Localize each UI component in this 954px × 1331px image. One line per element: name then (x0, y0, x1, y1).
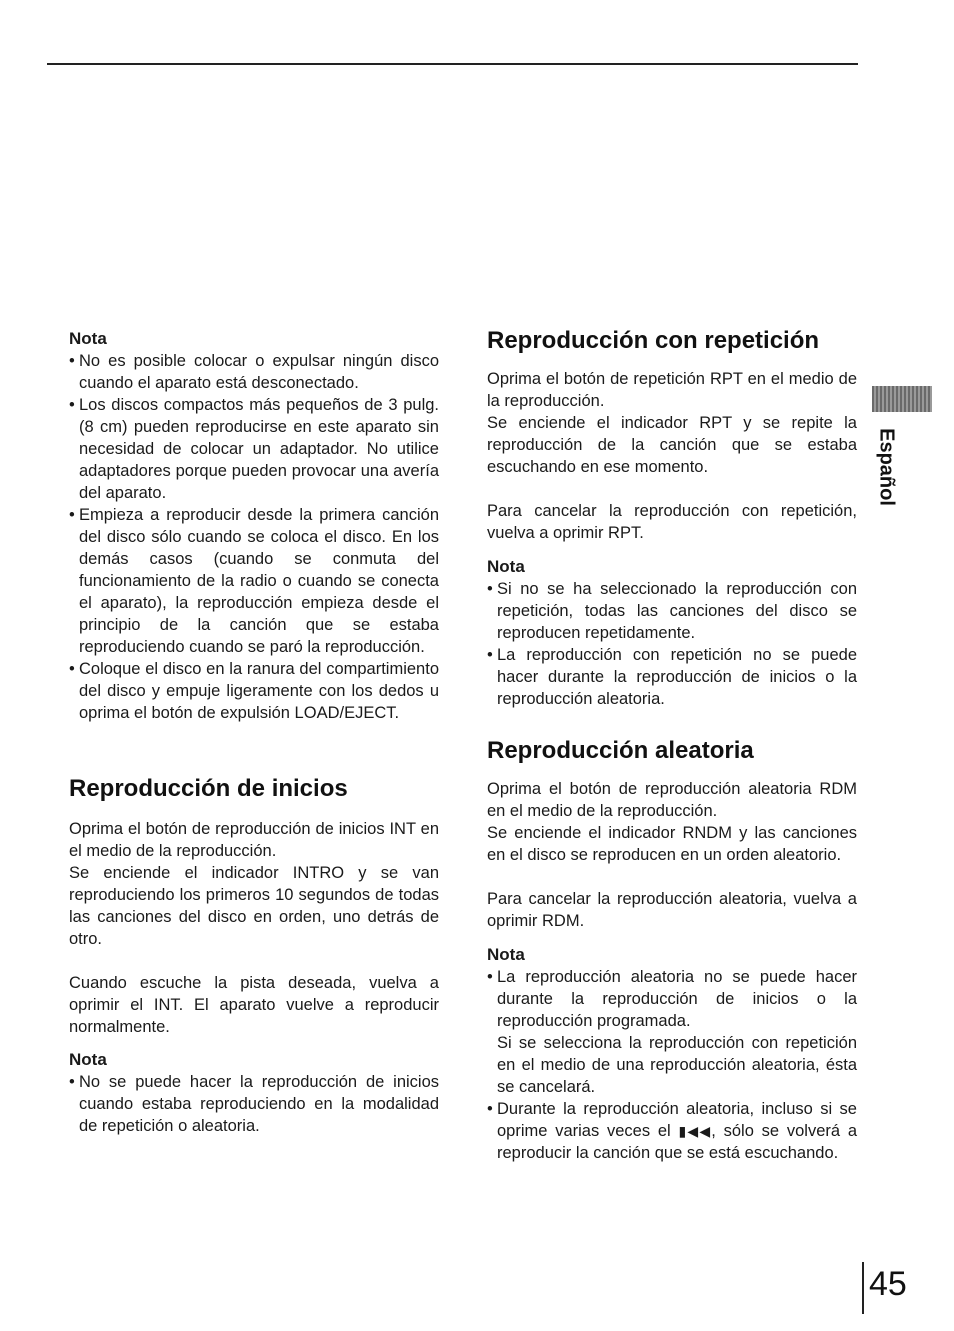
list-item-text: Durante la reproducción aleatoria, incluso si se oprime varias veces el (497, 1100, 857, 1140)
list-item-text: , sólo se volverá a reproducir la canción que se está escuchando. (497, 1122, 857, 1162)
list-item: • Si no se ha seleccionado la reproducción con repetición, todas las canciones del disco se reproducen repetidamente. (487, 578, 857, 644)
language-side-label (874, 422, 898, 512)
paragraph: Oprima el botón de repetición RPT en el medio de la reproducción. (487, 370, 857, 410)
section-title-repeticion: Reproducción con repetición (487, 327, 820, 354)
nota-heading: Nota (69, 329, 107, 348)
page-number: 45 (869, 1265, 907, 1303)
list-item: • Coloque el disco en la ranura del compartimiento del disco y empuje ligeramente con los dedos u oprima el botón de expulsión LOAD/EJECT. (69, 658, 439, 724)
paragraph: Se enciende el indicador RNDM y las canciones en el disco se reproducen en un orden aleatorio. (487, 824, 857, 864)
section-title-inicios: Reproducción de inicios (69, 775, 348, 802)
language-tab-marker (872, 386, 932, 412)
nota-heading: Nota (69, 1050, 107, 1069)
list-item-subtext: Si se selecciona la reproducción con repetición en el medio de una reproducción aleatoria, ésta se cancelará. (497, 1034, 857, 1096)
list-item: • No es posible colocar o expulsar ningún disco cuando el aparato está desconectado. (69, 350, 439, 394)
paragraph: Se enciende el indicador RPT y se repite la reproducción de la canción que se estaba escuchando en ese momento. (487, 414, 857, 476)
paragraph: Oprima el botón de reproducción aleatoria RDM en el medio de la reproducción. (487, 780, 857, 820)
paragraph: Oprima el botón de reproducción de inicios INT en el medio de la reproducción. (69, 820, 439, 860)
list-item: • Empieza a reproducir desde la primera canción del disco sólo cuando se coloca el disco. En los demás casos (cuando se conmuta del funcionamiento de la radio o cuando se conecta el aparato), la reproducción empieza desde el principio de la canción que se estaba reproduciendo cuando se paró la reproducción. (69, 504, 439, 658)
paragraph: Cuando escuche la pista deseada, vuelva a oprimir el INT. El aparato vuelve a reproducir normalmente. (69, 974, 439, 1036)
top-rule (47, 63, 858, 65)
list-item (487, 966, 857, 1098)
list-item: • No se puede hacer la reproducción de inicios cuando estaba reproduciendo en la modalidad de repetición o aleatoria. (69, 1071, 439, 1137)
nota-heading: Nota (487, 945, 525, 964)
nota-list (69, 1071, 439, 1137)
paragraph: Para cancelar la reproducción aleatoria, vuelva a oprimir RDM. (487, 890, 857, 930)
section-title-aleatoria: Reproducción aleatoria (487, 737, 754, 764)
list-item: • Los discos compactos más pequeños de 3 pulg. (8 cm) pueden reproducirse en este aparato sin necesidad de colocar un adaptador. No utilice adaptadores porque pueden provocar una avería del aparato. (69, 394, 439, 504)
list-item-text: La reproducción aleatoria no se puede hacer durante la reproducción de inicios o la reproducción programada. (497, 968, 857, 1030)
nota-heading: Nota (487, 557, 525, 576)
skip-back-icon: ▮◀◀ (678, 1123, 712, 1139)
list-item: • La reproducción con repetición no se puede hacer durante la reproducción de inicios o la reproducción aleatoria. (487, 644, 857, 710)
nota-list (487, 966, 857, 1164)
list-item (487, 1098, 857, 1164)
nota-list (487, 578, 857, 710)
right-column (487, 326, 857, 1164)
paragraph: Se enciende el indicador INTRO y se van reproduciendo los primeros 10 segundos de todas las canciones del disco en orden, uno detrás de otro. (69, 864, 439, 948)
page-number-rule (862, 1262, 864, 1314)
paragraph: Para cancelar la reproducción con repetición, vuelva a oprimir RPT. (487, 502, 857, 542)
nota-list (69, 350, 439, 724)
language-side-label-text: Español (875, 428, 898, 506)
left-column (69, 328, 439, 1137)
